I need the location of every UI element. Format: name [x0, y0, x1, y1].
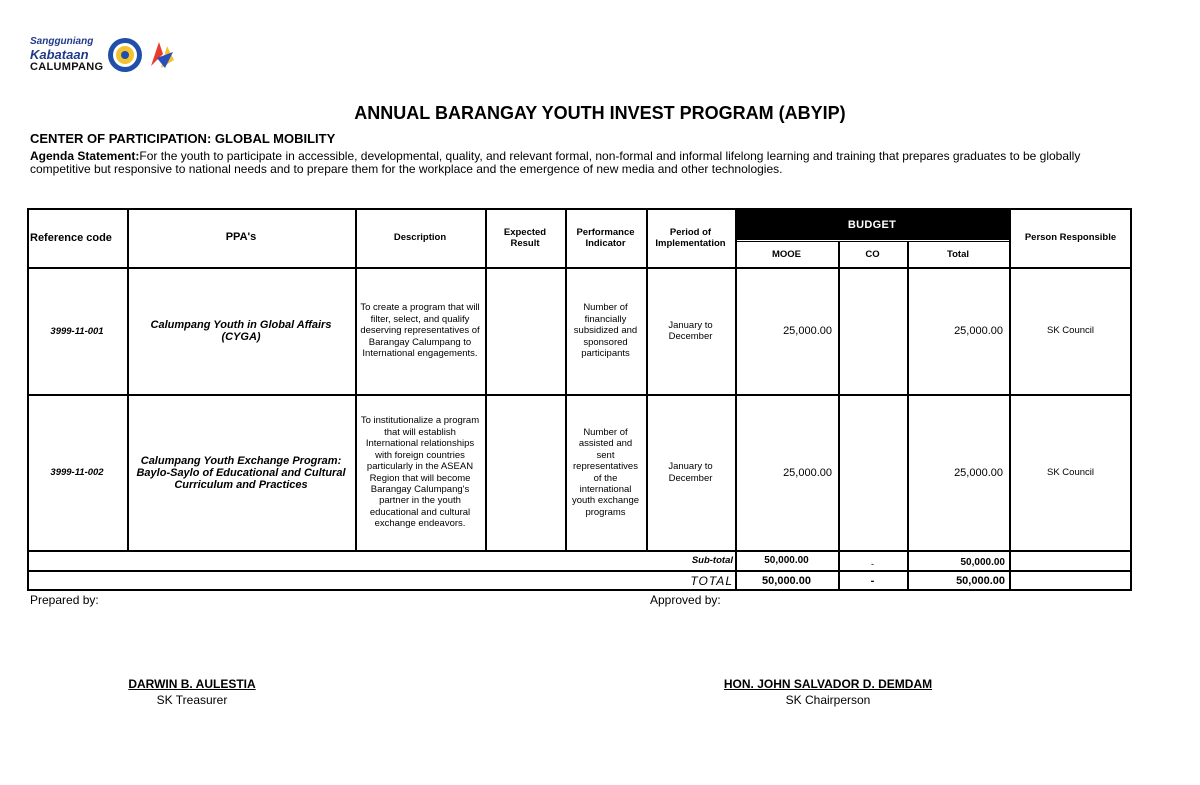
row2-description: To institutionalize a program that will establish International relationships with foreign countries particularly in the ASEAN Region that will become Barangay Calumpang's partner in the youth educational and cultural exchange endeavors.	[360, 415, 480, 530]
total-label: TOTAL	[690, 574, 733, 588]
logo-line-3: CALUMPANG	[30, 61, 104, 73]
approver-title: SK Chairperson	[785, 693, 871, 707]
sk-calumpang-logo	[30, 36, 177, 74]
header-co: CO	[865, 249, 880, 260]
agenda-label: Agenda Statement:	[30, 149, 140, 163]
row2-bottom-line	[27, 550, 1132, 552]
row2-co	[838, 395, 907, 550]
header-ppas: PPA's	[225, 231, 257, 243]
header-period: Period of Implementation	[655, 226, 726, 249]
row1-performance-indicator: Number of financially subsidized and sponsored participants	[573, 302, 638, 360]
row2-period: January to December	[668, 461, 713, 484]
row1-period: January to December	[668, 319, 713, 342]
header-description: Description	[393, 232, 447, 243]
preparer-title: SK Treasurer	[156, 693, 228, 707]
header-expected-result: Expected Result	[503, 226, 547, 249]
header-person-responsible: Person Responsible	[1024, 232, 1117, 243]
approved-by-label: Approved by:	[650, 593, 721, 607]
preparer-signature	[92, 677, 292, 707]
total-mooe: 50,000.00	[762, 575, 811, 587]
center-label: CENTER OF PARTICIPATION:	[30, 131, 212, 146]
row1-mooe: 25,000.00	[783, 325, 832, 337]
agenda-text: For the youth to participate in accessible, developmental, quality, and relevant formal, non-formal and informal lifelong learning and training that prepares graduates to be globally competitive but responsive to national needs and to prepare them for the workplace and the emergence of new media and other technologies.	[30, 149, 1081, 176]
approver-name: HON. JOHN SALVADOR D. DEMDAM	[723, 677, 933, 691]
sk-emblem-icon	[147, 38, 177, 72]
subtotal-mooe: 50,000.00	[764, 555, 809, 566]
preparer-name: DARWIN B. AULESTIA	[128, 677, 256, 691]
abyip-table	[27, 208, 1132, 591]
row2-performance-indicator: Number of assisted and sent representatives of the international youth exchange programs	[571, 426, 640, 518]
subtotal-co: -	[871, 558, 874, 569]
logo-line-2: Kabataan	[30, 47, 89, 62]
header-reference-code: Reference code	[30, 231, 112, 244]
row2-mooe: 25,000.00	[783, 466, 832, 479]
row1-expected-result	[485, 268, 565, 394]
row1-description: To create a program that will filter, select, and qualify deserving representatives of Barangay Calumpang to International engagements.	[360, 302, 480, 360]
row2-ppa: Calumpang Youth Exchange Program: Baylo-Saylo of Educational and Cultural Curriculum and Practices	[136, 454, 346, 491]
center-of-participation	[30, 131, 335, 146]
prepared-by-label: Prepared by:	[30, 593, 99, 607]
header-total: Total	[947, 249, 969, 260]
total-total: 50,000.00	[956, 575, 1005, 587]
center-value: GLOBAL MOBILITY	[214, 131, 336, 146]
agenda-statement	[30, 150, 1130, 176]
barangay-seal-icon	[107, 37, 143, 73]
subtotal-total: 50,000.00	[960, 557, 1005, 568]
row1-ppa: Calumpang Youth in Global Affairs (CYGA)	[150, 319, 332, 343]
row1-co	[838, 268, 907, 394]
header-mooe: MOOE	[771, 249, 802, 260]
header-budget: BUDGET	[735, 210, 1009, 240]
row1-total: 25,000.00	[954, 325, 1003, 337]
header-performance-indicator: Performance Indicator	[576, 226, 635, 249]
row2-total: 25,000.00	[954, 466, 1003, 479]
subtotal-label: Sub-total	[691, 555, 733, 566]
total-co: -	[870, 575, 875, 587]
logo-line-1: Sangguniang	[30, 36, 94, 47]
row1-reference-code: 3999-11-001	[50, 325, 104, 337]
row2-person: SK Council	[1047, 466, 1094, 478]
page-title: ANNUAL BARANGAY YOUTH INVEST PROGRAM (ABYIP)	[354, 103, 846, 123]
row1-person: SK Council	[1047, 325, 1094, 337]
row2-expected-result	[485, 395, 565, 550]
approver-signature	[678, 677, 978, 707]
row2-reference-code: 3999-11-002	[50, 467, 104, 478]
